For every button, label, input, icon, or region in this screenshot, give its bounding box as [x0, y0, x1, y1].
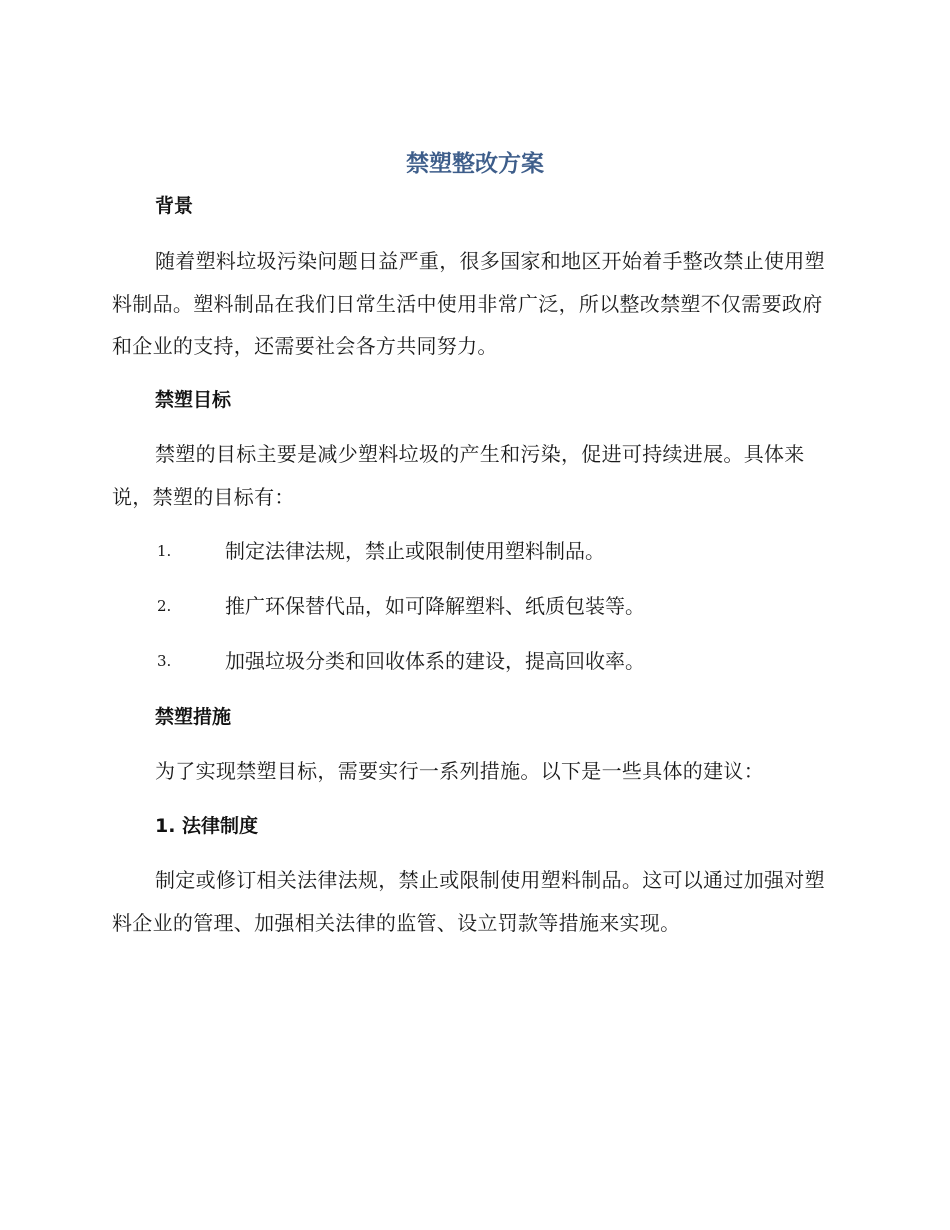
list-item-text: 推广环保替代品，如可降解塑料、纸质包装等。 — [225, 594, 645, 618]
list-item-number: 3. — [157, 652, 172, 670]
section-heading-measures: 禁塑措施 — [155, 706, 232, 728]
section-heading-background: 背景 — [155, 195, 194, 217]
subsection-heading-legal-system: 1. 法律制度 — [155, 815, 259, 837]
list-item-number: 1. — [157, 542, 172, 560]
goals-paragraph: 禁塑的目标主要是减少塑料垃圾的产生和污染，促进可持续进展。具体来说，禁塑的目标有： — [112, 442, 805, 509]
list-item-text: 制定法律法规，禁止或限制使用塑料制品。 — [225, 539, 605, 563]
list-item-text: 加强垃圾分类和回收体系的建设，提高回收率。 — [225, 649, 645, 673]
document-title: 禁塑整改方案 — [406, 151, 544, 177]
list-item-number: 2. — [157, 597, 172, 615]
measures-paragraph: 为了实现禁塑目标，需要实行一系列措施。以下是一些具体的建议： — [155, 759, 764, 783]
background-paragraph: 随着塑料垃圾污染问题日益严重，很多国家和地区开始着手整改禁止使用塑料制品。塑料制品在我们日常生活中使用非常广泛，所以整改禁塑不仅需要政府和企业的支持，还需要社会各方共同努力。 — [112, 249, 825, 358]
section-heading-goals: 禁塑目标 — [155, 389, 232, 411]
legal-system-paragraph: 制定或修订相关法律法规，禁止或限制使用塑料制品。这可以通过加强对塑料企业的管理、加强相关法律的监管、设立罚款等措施来实现。 — [112, 868, 825, 935]
